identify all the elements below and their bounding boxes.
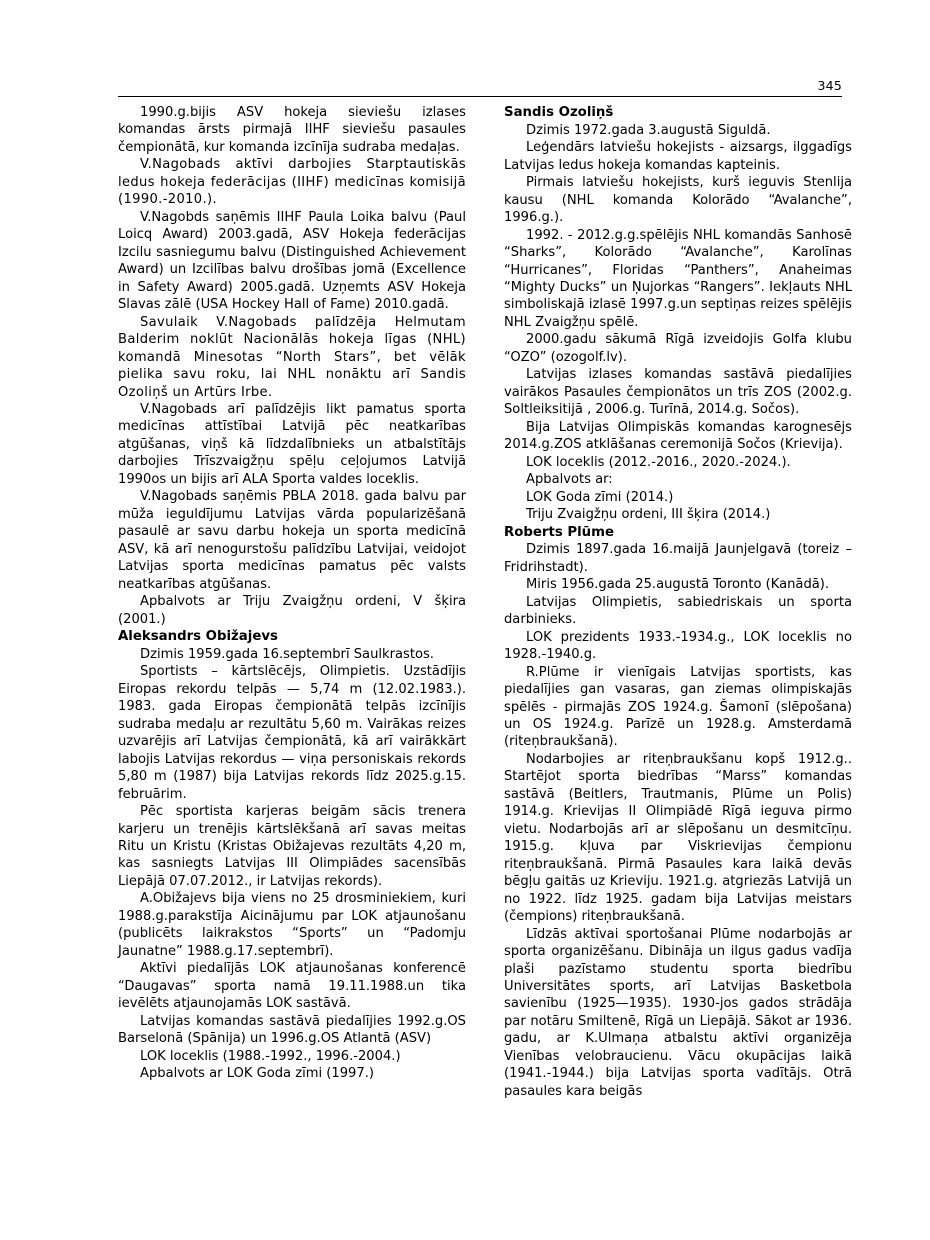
- paragraph: Apbalvots ar:: [526, 472, 613, 488]
- paragraph: LOK prezidents 1933.-1934.g., LOK loceklis no 1928.-1940.g.: [504, 629, 852, 663]
- paragraph: Latvijas komandas sastāvā piedalījies 1992.g.OS Barselonā (Spānija) un 1996.g.OS Atlantā (ASV): [118, 1013, 466, 1047]
- section-heading-sandis-ozolins: Sandis Ozoliņš: [504, 105, 614, 120]
- section-heading-roberts-plume: Roberts Plūme: [504, 524, 615, 540]
- paragraph: R.Plūme ir vienīgais Latvijas sportists, kas piedalījies gan vasaras, gan ziemas olimpiskajās spēlēs - pirmajās ZOS 1924.g. Šamonī (slēpošana) un OS 1924.g. Parīzē un 1928.g. Amsterdamā (riteņbraukšanā).: [504, 664, 852, 750]
- two-column-body: [118, 104, 852, 1200]
- paragraph: Bija Latvijas Olimpiskās komandas karognesējs 2014.g.ZOS atklāšanas ceremonijā Sočos (Krievija).: [504, 419, 852, 453]
- paragraph: 1990.g.bijis ASV hokeja sieviešu izlases komandas ārsts pirmajā IIHF sieviešu pasaules čempionātā, kur komanda izcīnīja sudraba medaļas.: [118, 105, 466, 155]
- header-rule: [118, 96, 842, 97]
- right-column: [504, 104, 852, 1200]
- paragraph: Savulaik V.Nagobads palīdzēja Helmutam Balderim noklūt Nacionālās hokeja līgas (NHL) komandā Minesotas “North Stars”, bet vēlāk pielika savu roku, lai NHL nonāktu arī Sandis Ozoliņš un Artūrs Irbe.: [118, 314, 466, 400]
- paragraph: LOK loceklis (2012.-2016., 2020.-2024.).: [526, 454, 791, 470]
- paragraph: Pirmais latviešu hokejists, kurš ieguvis Stenlija kausu (NHL komanda Kolorādo “Avalanche”, 1996.g.).: [504, 175, 852, 226]
- left-column: [118, 104, 466, 1200]
- paragraph: Triju Zvaigžņu ordeni, III šķira (2014.): [526, 507, 771, 523]
- paragraph: Nodarbojies ar riteņbraukšanu kopš 1912.g.. Startējot sporta biedrības “Marss” komandas sastāvā (Beitlers, Trautmanis, Plūme un Polis) 1914.g. Krievijas II Olimpiādē Rīgā ieguva pirmo vietu. Nodarbojās arī ar slēpošanu un desmitcīņu. 1915.g. kļuva par Viskrievijas čempionu riteņbraukšanā. Pirmā Pasaules kara laikā devās bēgļu gaitās uz Krieviju. 1921.g. atgriezās Latvijā un no 1922. līdz 1925. gadam bija Latvijas meistars (čempions) riteņbraukšanā.: [504, 751, 852, 925]
- paragraph: Latvijas izlases komandas sastāvā piedalījies vairākos Pasaules čempionātos un trīs ZOS (2002.g. Soltleiksitijā , 2006.g. Turīnā, 2014.g. Sočos).: [504, 367, 852, 418]
- paragraph: Dzimis 1959.gada 16.septembrī Saulkrastos.: [140, 646, 434, 662]
- paragraph: Apbalvots ar Triju Zvaigžņu ordeni, V šķira (2001.): [118, 594, 466, 627]
- section-heading-aleksandrs-obizajevs: Aleksandrs Obižajevs: [118, 629, 278, 645]
- paragraph: 1992. - 2012.g.g.spēlējis NHL komandās Sanhosē “Sharks”, Kolorādo “Avalanche”, Karolīnas “Hurricanes”, Floridas “Panthers”, Anaheimas “Mighty Ducks” un Ņujorkas “Rangers”. Iekļauts NHL simboliskajā izlasē 1997.g.un septiņas reizes spēlējis NHL Zvaigžņu spēlē.: [504, 227, 852, 330]
- paragraph: Līdzās aktīvai sportošanai Plūme nodarbojās ar sporta organizēšanu. Dibināja un ilgus gadus vadīja plaši pazīstamo studentu sporta biedrību Universitātes sports, arī Latvijas Basketbola savienību (1925—1935). 1930-jos gados strādāja par notāru Smiltenē, Rīgā un Liepājā. Sākot ar 1936. gadu, ar K.Ulmaņa atbalstu aktīvi organizēja Vienības velobraucienu. Vācu okupācijas laikā (1941.-1944.) bija Latvijas sporta vadītājs. Otrā pasaules kara beigās: [504, 926, 852, 1099]
- paragraph: V.Nagobds saņēmis IIHF Paula Loika balvu (Paul Loicq Award) 2003.gadā, ASV Hokeja federācijas Izcilu sasniegumu balvu (Distinguished Achievement Award) un Izcilības balvu drošības jomā (Excellence in Safety Award) 2005.gadā. Uzņemts ASV Hokeja Slavas zālē (USA Hockey Hall of Fame) 2010.gadā.: [118, 209, 466, 313]
- paragraph: Dzimis 1972.gada 3.augustā Siguldā.: [526, 122, 771, 138]
- paragraph: LOK loceklis (1988.-1992., 1996.-2004.): [140, 1048, 401, 1064]
- paragraph: Latvijas Olimpietis, sabiedriskais un sporta darbinieks.: [504, 594, 852, 628]
- paragraph: V.Nagobads aktīvi darbojies Starptautiskās ledus hokeja federācijas (IIHF) medicīnas komisijā (1990.-2010.).: [118, 157, 466, 208]
- paragraph: Dzimis 1897.gada 16.maijā Jaunjelgavā (toreiz – Fridrihstadt).: [504, 542, 852, 575]
- paragraph: 2000.gadu sākumā Rīgā izveidojis Golfa klubu “OZO” (ozogolf.lv).: [504, 332, 852, 365]
- paragraph: Apbalvots ar LOK Goda zīmi (1997.): [140, 1066, 374, 1082]
- paragraph: LOK Goda zīmi (2014.): [526, 489, 674, 505]
- paragraph: Miris 1956.gada 25.augustā Toronto (Kanādā).: [526, 577, 830, 593]
- paragraph: V.Nagobads saņēmis PBLA 2018. gada balvu par mūža ieguldījumu Latvijas vārda popularizēšanā pasaulē ar savu darbu hokeja un sporta medicīnā ASV, kā arī nenogurstošu palīdzību Latvijai, veidojot Latvijas sporta medicīnas pamatus pēc valsts neatkarības atgūšanas.: [118, 489, 466, 592]
- paragraph: Pēc sportista karjeras beigām sācis trenera karjeru un trenējis kārtslēkšanā arī savas meitas Ritu un Kristu (Kristas Obižajevas rezultāts 4,20 m, kas sasniegts Latvijas III Olimpiādes sacensībās Liepājā 07.07.2012., ir Latvijas rekords).: [118, 804, 466, 889]
- paragraph: V.Nagobads arī palīdzējis likt pamatus sporta medicīnas attīstībai Latvijā pēc neatkarības atgūšanas, viņš kā līdzdalībnieks un atbalstītājs darbojies Trīszvaigžņu spēļu ceļojumos Latvijā 1990os un bijis arī ALA Sporta valdes loceklis.: [118, 401, 466, 487]
- paragraph: Aktīvi piedalījās LOK atjaunošanas konferencē “Daugavas” sporta namā 19.11.1988.un tika ievēlēts atjaunojamās LOK sastāvā.: [118, 961, 466, 1012]
- paragraph: Leģendārs latviešu hokejists - aizsargs, ilggadīgs Latvijas ledus hokeja komandas kapteinis.: [504, 140, 852, 173]
- paragraph: Sportists – kārtslēcējs, Olimpietis. Uzstādījis Eiropas rekordu telpās — 5,74 m (12.02.1983.). 1983. gada Eiropas čempionātā telpās izcīnījis sudraba medaļu ar rezultātu 5,60 m. Vairākas reizes uzvarējis arī Latvijas čempionātā, kā arī vairākkārt labojis Latvijas rekordus — viņa personiskais rekords 5,80 m (1987) bija Latvijas rekords līdz 2025.g.15. februārim.: [118, 664, 466, 802]
- page-number: 345: [817, 78, 842, 93]
- paragraph: A.Obižajevs bija viens no 25 drosminiekiem, kuri 1988.g.parakstīja Aicinājumu par LOK atjaunošanu (publicēts laikrakstos “Sports” un “Padomju Jaunatne” 1988.g.17.septembrī).: [118, 891, 466, 959]
